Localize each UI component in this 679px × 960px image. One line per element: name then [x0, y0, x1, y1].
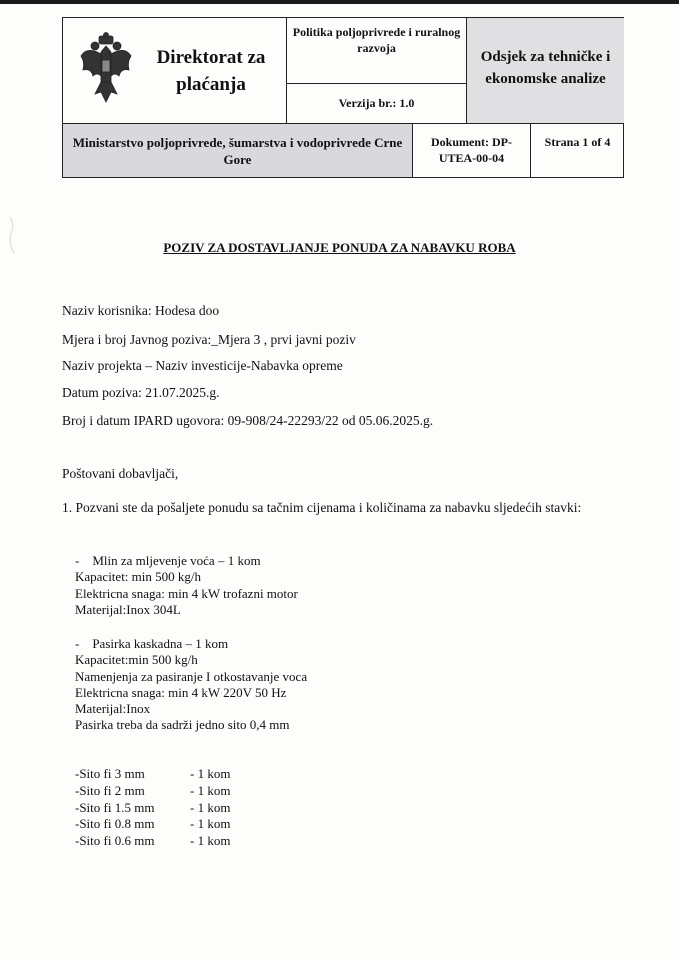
sieve-qty: - 1 kom [190, 833, 231, 849]
sieve-name: -Sito fi 3 mm [75, 766, 145, 781]
sieve-row [75, 800, 230, 817]
sieve-row [75, 783, 230, 800]
info-project-name: Naziv projekta – Naziv investicije-Nabavka opreme [62, 358, 343, 373]
document-header-table [62, 17, 624, 178]
sieve-name: -Sito fi 1.5 mm [75, 799, 155, 815]
department-cell: Odsjek za tehničke i ekonomske analize [467, 18, 624, 123]
item-mill-title: - Mlin za mljevenje voća – 1 kom [75, 553, 261, 568]
policy-cell: Politika poljoprivrede i ruralnog razvoja [287, 18, 467, 84]
item-pulper-capacity: Kapacitet:min 500 kg/h [75, 652, 198, 668]
scan-top-border [0, 0, 679, 4]
item-pulper-power: Elektricna snaga: min 4 kW 220V 50 Hz [75, 684, 287, 700]
sieve-qty: - 1 kom [190, 799, 231, 815]
sieve-list [75, 766, 230, 850]
sieve-name: -Sito fi 0.6 mm [75, 833, 155, 849]
directorate-cell [63, 18, 287, 123]
greeting: Poštovani dobavljači, [62, 466, 179, 481]
sieve-qty: - 1 kom [190, 816, 231, 832]
document-code-cell: Dokument: DP-UTEA-00-04 [413, 123, 531, 177]
info-call-measure: Mjera i broj Javnog poziva:_Mjera 3 , prvi javni poziv [62, 332, 356, 347]
sieve-row [75, 833, 230, 850]
montenegro-coat-of-arms-icon [77, 32, 135, 110]
sieve-qty: - 1 kom [190, 766, 231, 781]
version-cell: Verzija br.: 1.0 [287, 84, 467, 123]
item-mill-material: Materijal:Inox 304L [75, 601, 181, 617]
document-title-text: POZIV ZA DOSTAVLJANJE PONUDA ZA NABAVKU ROBA [163, 240, 516, 255]
info-call-date: Datum poziva: 21.07.2025.g. [62, 385, 220, 400]
sieve-qty: - 1 kom [190, 782, 231, 798]
info-ipard-contract: Broj i datum IPARD ugovora: 09-908/24-22293/22 od 05.06.2025.g. [62, 413, 434, 428]
document-title [0, 240, 679, 256]
item-pulper-material: Materijal:Inox [75, 701, 151, 717]
sieve-name: -Sito fi 0.8 mm [75, 816, 155, 832]
item-pulper-sieve-note: Pasirka treba da sadrži jedno sito 0,4 mm [75, 717, 290, 733]
item-pulper-title: - Pasirka kaskadna – 1 kom [75, 636, 229, 651]
sieve-name: -Sito fi 2 mm [75, 782, 145, 798]
item-pulper-purpose: Namenjenja za pasiranje I otkostavanje voca [75, 668, 308, 684]
sieve-row [75, 766, 230, 783]
item-mill-power: Elektricna snaga: min 4 kW trofazni motor [75, 585, 298, 601]
directorate-title: Direktorat za plaćanja [156, 46, 266, 95]
ministry-cell: Ministarstvo poljoprivrede, šumarstva i vodoprivrede Crne Gore [63, 123, 413, 177]
intro-paragraph: 1. Pozvani ste da pošaljete ponudu sa tačnim cijenama i količinama za nabavku sljedećih stavki: [62, 500, 582, 515]
info-user-name: Naziv korisnika: Hodesa doo [62, 303, 220, 318]
sieve-row [75, 816, 230, 833]
item-mill-capacity: Kapacitet: min 500 kg/h [75, 569, 202, 585]
item-pulper [75, 636, 307, 734]
item-mill [75, 553, 298, 618]
page-number-cell: Strana 1 of 4 [531, 123, 624, 177]
